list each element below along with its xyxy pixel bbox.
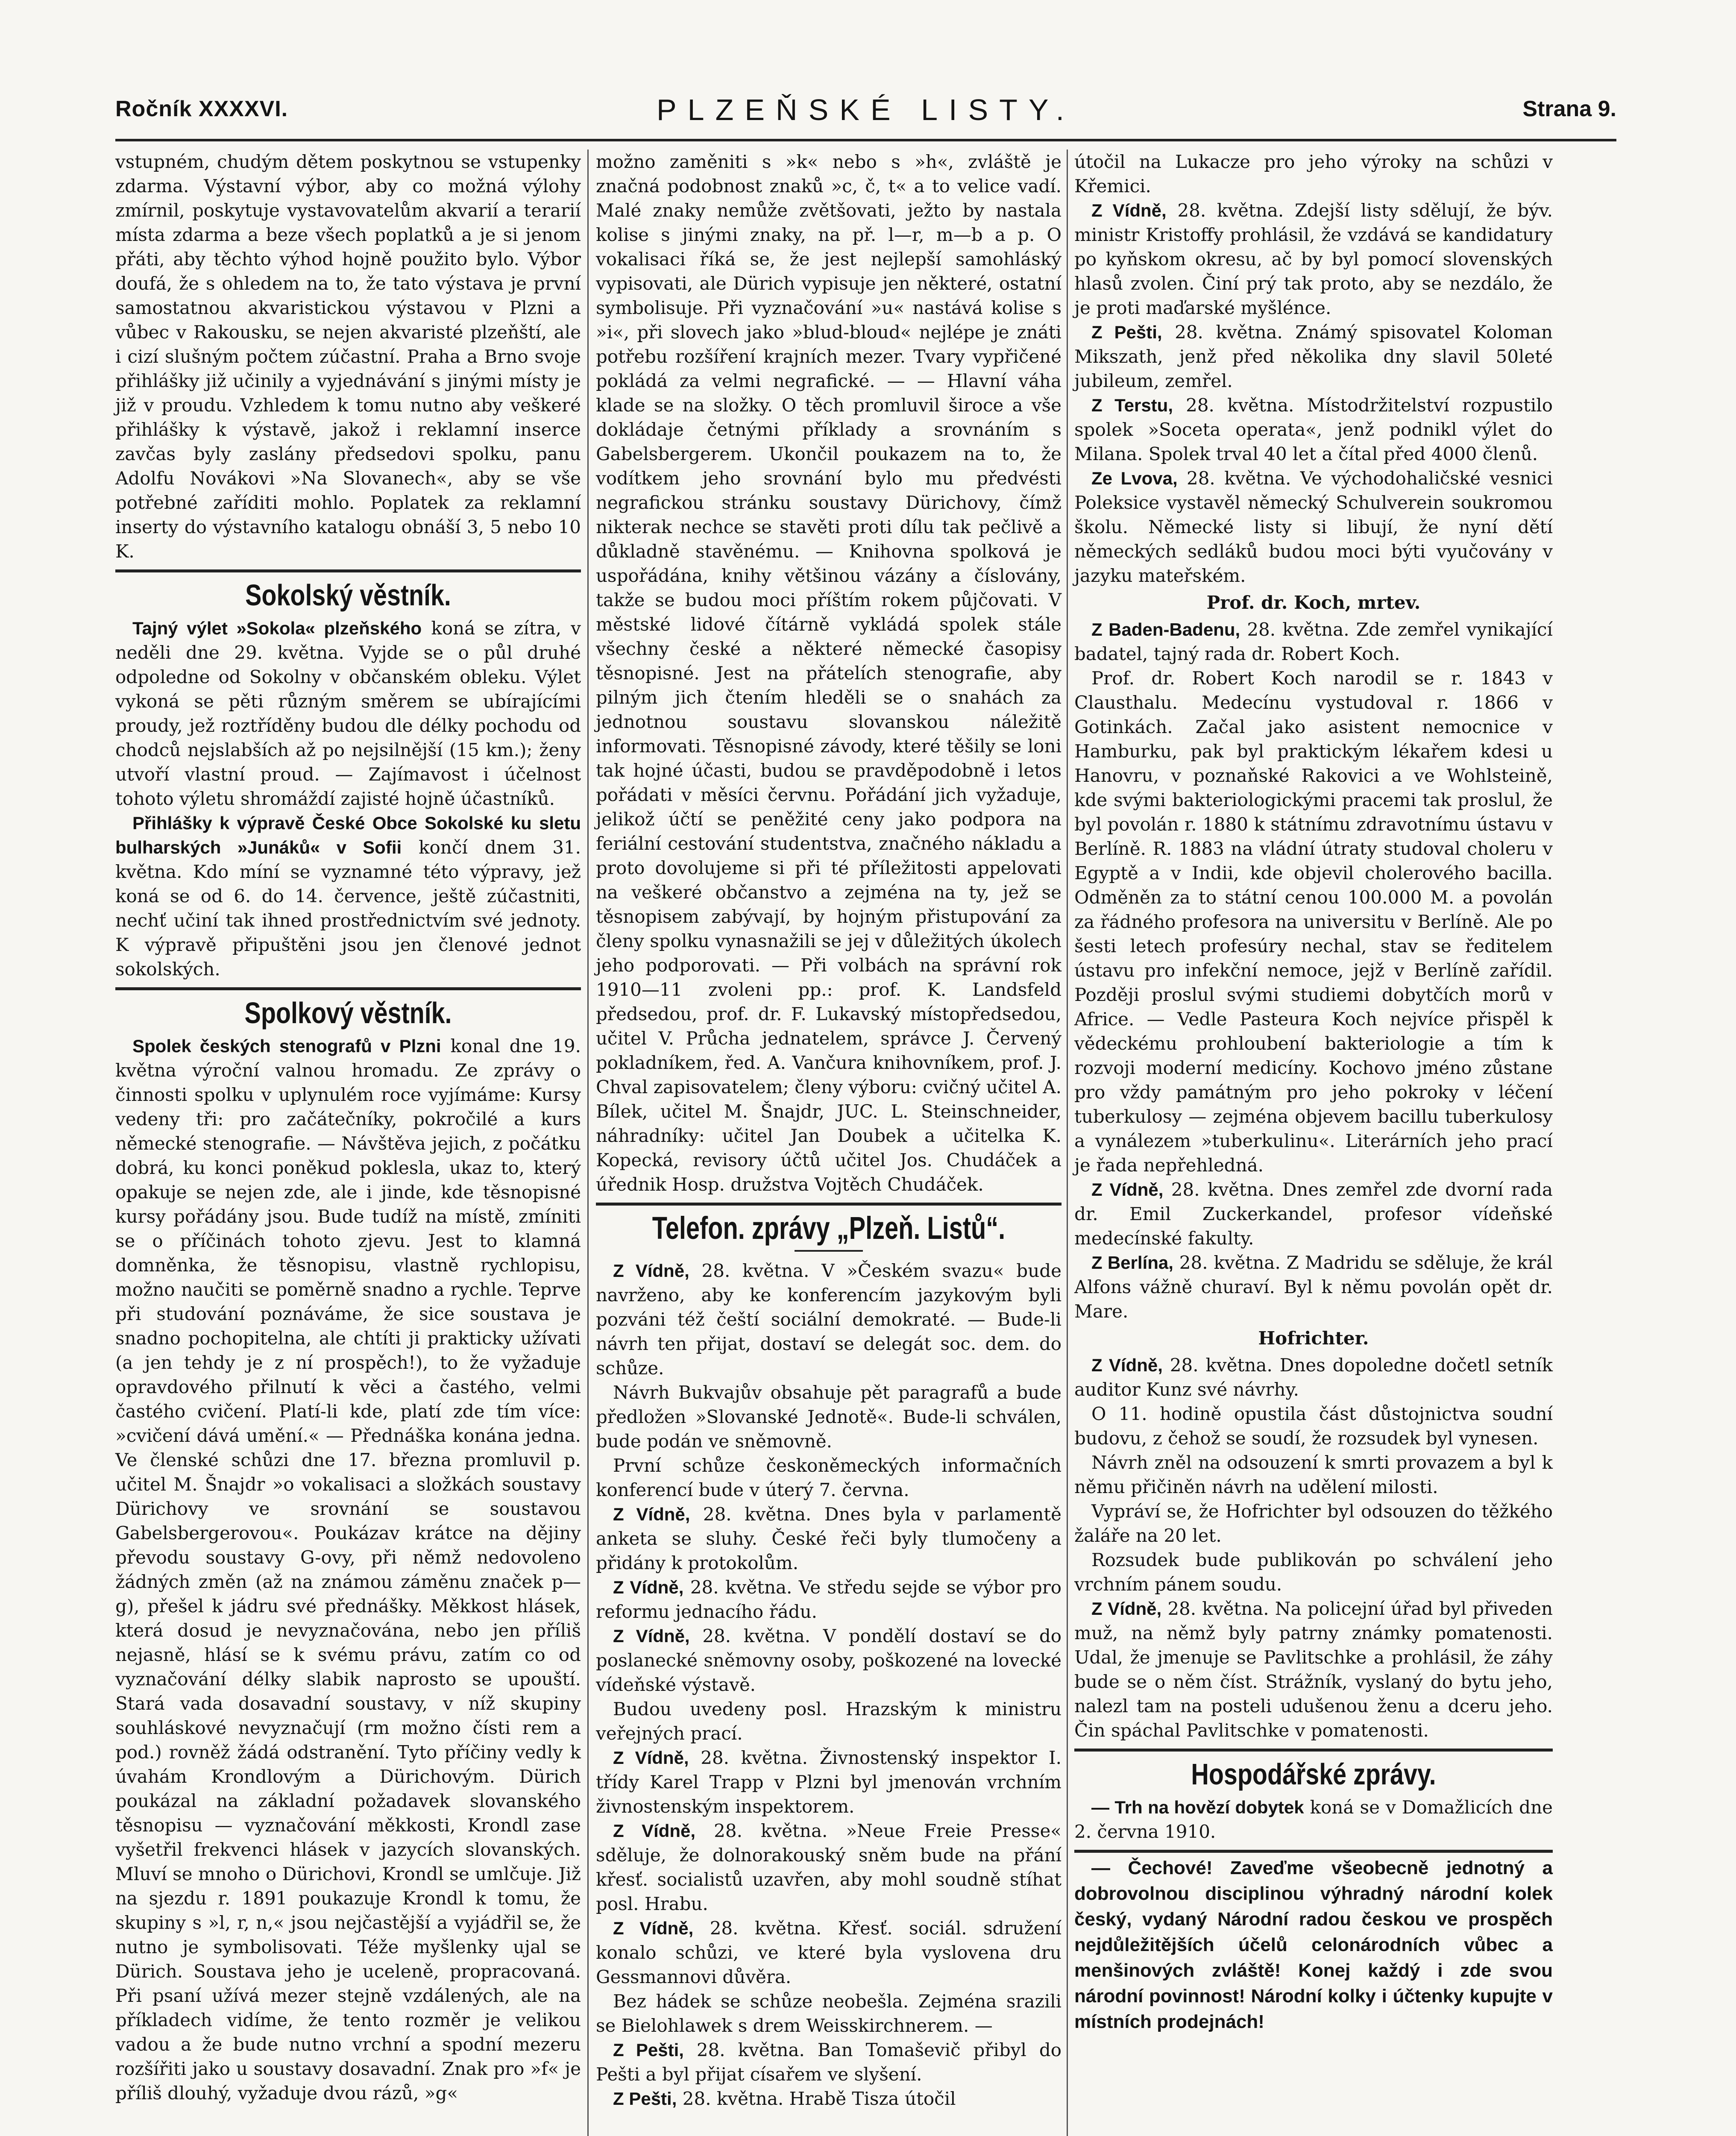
section-rule — [115, 569, 581, 572]
news-text: 28. května. Dnes zemřel zde dvorní rada dr. Emil Zuckerkandel, profesor vídeňské medecínské fakulty. — [1074, 1179, 1553, 1249]
dateline: Z Vídně, — [1091, 1179, 1164, 1200]
article-paragraph — [115, 1034, 581, 2105]
article-paragraph: vstupném, chudým dětem poskytnou se vstupenky zdarma. Výstavní výbor, aby co možná výlohy zmírnil, poskytuje vystavovatelům akvarií a terarií místa zdarma a beze všech poplatků a je si jenom přáti, aby těchto výhod hojně použito bylo. Výbor doufá, že s ohledem na to, že tato výstava je první samostatnou akvaristickou výstavou v Plzni a vůbec v Rakousku, se nejen akvaristé plzeňští, ale i cizí slušným počtem zúčastní. Praha a Brno svoje přihlášky již učinily a vyjednávání s jinými místy je již v proudu. Vzhledem k tomu nutno aby veškeré přihlášky k výstavě, jakož i reklamní inserce zavčas byly zaslány předsedovi spolku, panu Adolfu Novákovi »Na Slovanech«, aby se vše potřebné zaříditi mohlo. Poplatek za reklamní inserty do výstavního katalogu obnáší 3, 5 nebo 10 K. — [115, 151, 581, 562]
news-item — [596, 1575, 1062, 1624]
news-item: První schůze českoněmeckých informačních konferencí bude v úterý 7. června. — [596, 1455, 1062, 1500]
column-divider — [587, 150, 589, 2136]
article-lead: — Trh na hovězí dobytek — [1091, 1797, 1304, 1817]
news-text: 28. května. Místodržitelství rozpustilo spolek »Soceta operata«, jenž podnikl výlet do Milana. Spolek trval 40 let a čítal před 4000 členů. — [1074, 395, 1553, 464]
news-item — [1074, 1596, 1553, 1743]
news-item — [1074, 198, 1553, 320]
column-2 — [596, 150, 1062, 2111]
news-text: 28. května. V pondělí dostaví se do poslanecké sněmovny osoby, poškozené na lovecké vídeňské výstavě. — [596, 1625, 1062, 1695]
news-item — [596, 1259, 1062, 1380]
news-item — [1074, 1353, 1553, 1402]
news-text: 28. května. Zdejší listy sdělují, že býv. ministr Kristoffy prohlásil, že vzdává se kandidatury po kyňskom okresu, ač by byl pomocí slovenských hlasů zvolen. Činí prý tak proto, aby se nezdálo, že je proti maďarské myšlénce. — [1074, 200, 1553, 318]
news-item — [1074, 393, 1553, 466]
article-lead: Přihlášky k výpravě České Obce Sokolské ku sletu bulharských »Junáků« v Sofii — [115, 813, 581, 857]
article-lead: Tajný výlet »Sokola« plzeňského — [132, 618, 422, 638]
masthead-title: PLZEŇSKÉ LISTY. — [656, 93, 1076, 126]
section-rule — [596, 1203, 1062, 1206]
news-item — [596, 2038, 1062, 2086]
dateline: Z Vídně, — [613, 1748, 689, 1768]
news-text: 28. května. Živnostenský inspektor I. třídy Karel Trapp v Plzni byl jmenován vrchním živnostenským inspektorem. — [596, 1747, 1062, 1817]
dateline: Z Berlína, — [1091, 1253, 1173, 1273]
news-item: Vypráví se, že Hofrichter byl odsouzen do těžkého žaláře na 20 let. — [1074, 1501, 1553, 1546]
news-text: 28. května. Dnes dopoledne dočetl setník auditor Kunz své návrhy. — [1074, 1355, 1553, 1400]
news-item: útočil na Lukacze pro jeho výroky na schůzi v Křemici. — [1074, 151, 1553, 197]
dateline: Z Vídně, — [613, 1261, 689, 1281]
news-item — [1074, 1177, 1553, 1250]
news-text: koná se v Domažlicích dne 2. června 1910. — [1074, 1797, 1553, 1842]
news-text: 28. května. Ve středu sejde se výbor pro reformu jednacího řádu. — [596, 1577, 1062, 1622]
subheading-koch: Prof. dr. Koch, mrtev. — [1206, 592, 1421, 613]
section-rule — [115, 987, 581, 990]
news-text: 28. května. Ban Tomaševič přibyl do Pešti a byl přijat císařem ve slyšení. — [596, 2039, 1062, 2085]
news-text: 28. května. Hrabě Tisza útočil — [682, 2088, 956, 2109]
dateline: Z Vídně, — [1091, 1599, 1162, 1619]
section-title-sokol: Sokolský věstník. — [245, 578, 451, 612]
news-text: 28. května. Na policejní úřad byl přiveden muž, na němž byly patrny známky pomatenosti. Udal, že jmenuje se Pavlitschke a prohlásil, že záhy bude se o něm číst. Strážník, vyslaný do bytu jeho, nalezl tam na posteli udušenou ženu a dceru jeho. Čin spáchal Pavlitschke v pomatenosti. — [1074, 1598, 1553, 1741]
appeal-notice: — Čechové! Zaveďme všeobecně jednotný a dobrovolnou disciplinou výhradný národní kolek český, vydaný Národní radou českou ve prospěch nejdůležitějších účelů celonárodních vůbec a menšinových zvláště! Konej každý i zde svou národní povinnost! Národní kolky i účtenky kupujte v místních prodejnách! — [1074, 1857, 1553, 2032]
news-text: 28. května. Ve východohaličské vesnici Poleksice vystavěl německý Schulverein soukromou školu. Německé listy si libují, že nyní dětí německých sedláků budou moci býti vyučovány v jazyku mateřském. — [1074, 468, 1553, 586]
news-item — [596, 1624, 1062, 1697]
news-item — [596, 1916, 1062, 1989]
page-number: Strana 9. — [1522, 97, 1616, 121]
news-item — [1074, 1795, 1553, 1844]
news-item: Návrh Bukvajův obsahuje pět paragrafů a bude předložen »Slovanské Jednotě«. Bude-li schválen, bude podán ve sněmovně. — [596, 1382, 1062, 1452]
news-item — [596, 1746, 1062, 1819]
volume-label: Ročník XXXXVI. — [115, 97, 288, 121]
page-header — [115, 88, 1616, 141]
news-item — [1074, 320, 1553, 393]
news-item — [596, 1819, 1062, 1916]
section-rule — [1074, 1850, 1553, 1853]
news-item: Budou uvedeny posl. Hrazským k ministru veřejných prací. — [596, 1699, 1062, 1744]
dateline: Z Vídně, — [613, 1577, 684, 1597]
article-paragraph — [115, 616, 581, 811]
column-divider — [1067, 150, 1068, 2136]
article-paragraph — [115, 811, 581, 981]
article-text: konal dne 19. května výroční valnou hromadu. Ze zprávy o činnosti spolku v uplynulém roce vyjímáme: Kursy vedeny tři: pro začátečníky, pokročilé a kurs německé stenografie. — Návštěva jejich, z počátku dobrá, ku konci poněkud poklesla, ukaz to, který opakuje se nejen zde, ale i jinde, kde těsnopisné kursy pořádány jsou. Bude tudíž na místě, zmíniti se o příčinách tohoto zjevu. Jest to klamná domněnka, že těsnopisu, vlastně rychlopisu, možno naučiti se poměrně snadno a rychle. Teprve při studování poznáváme, že sice soustava je snadno pochopitelna, ale chtíti ji prakticky užívati (a jen tehdy je z ní prospěch!), to že vyžaduje opravdového přilnutí k věci a častého, velmi častého cvičení. Platí-li kde, platí zde tím více: »cvičení dává umění.« — Přednáška konána jedna. Ve členské schůzi dne 17. března promluvil p. učitel M. Šnajdr »o vokalisaci a složkách soustavy Dürichovy ve srovnání se soustavou Gabelsbergerovou«. Poukázav krátce na dějiny převodu soustavy G-ovy, při němž nedovoleno žádných změn (až na známou záměnu značek p—g), přešel k jádru své přednášky. Měkkost hlásek, která dosud je nevyznačována, nebo jen příliš nejasně, hlásí se k svému právu, zatím co od vyznačování délky slabik naprosto se upouští. Stará vada dosavadní soustavy, v níž skupiny souhláskové nevyznačují (rm možno čísti rem a pod.) rovněž žádá odstranění. Tyto příčiny vedly k úvahám Krondlovým a Dürichovým. Dürich poukázal na základní požadavek slovanského těsnopisu — vyznačování měkkosti, Krondl zase vyšetřil frekvenci hlásek v jazycích slovanských. Mluví se mnoho o Dürichovi, Krondl se umlčuje. Již na sjezdu r. 1891 poukazuje Krondl k tomu, že skupiny s »l, r, n,« jsou nejčastější a vyjádřil se, že nutno je symbolisovati. Téže myšlenky ujal se Dürich. Soustava jeho je uceleně, propracovaná. Při psaní užívá mezer stejně vzdálených, ale na příkladech vidíme, že tento rozměr je velikou vadou a že bude nutno vrchní a spodní mezeru rozšířiti jako u soustavy dosavadní. Znak pro »f« je příliš dlouhý, vyžaduje dvou rázů, »g« — [115, 1036, 581, 2104]
column-3 — [1074, 150, 1553, 2035]
dateline: Z Terstu, — [1091, 395, 1173, 415]
news-text: 28. května. Dnes byla v parlamentě anketa se sluhy. České řeči byly tlumočeny a přidány k protokolům. — [596, 1504, 1062, 1573]
section-rule — [1074, 1749, 1553, 1752]
news-item: Bez hádek se schůze neobešla. Zejména srazili se Bielohlawek s drem Weisskirchnerem. — — [596, 1991, 1062, 2036]
short-rule — [795, 1250, 863, 1252]
news-text: 28. května. Zde zemřel vynikající badatel, tajný rada dr. Robert Koch. — [1074, 619, 1553, 664]
article-lead: Spolek českých stenografů v Plzni — [132, 1036, 441, 1056]
news-item: Návrh zněl na odsouzení k smrti provazem a byl k němu přičiněn návrh na udělení milosti. — [1074, 1452, 1553, 1497]
article-text: končí dnem 31. května. Kdo míní se vyznamné této výpravy, jež koná se od 6. do 14. července, ještě zúčastniti, nechť učiní tak ihned prostřednictvím své jednoty. K výpravě připuštěni jsou jen členové jednot sokolských. — [115, 837, 581, 980]
dateline: Z Pešti, — [613, 2040, 684, 2060]
article-paragraph: možno zaměniti s »k« nebo s »h«, zvláště je značná podobnost znaků »c, č, t« a to velice vadí. Malé znaky nemůže zvětšovati, ježto by nastala kolise s jinými znaky, na př. l—r, m—b a p. O vokalisaci říká se, že jest nejlepší samohláský vypisovati, ale Dürich vypisuje jen některé, ostatní symbolisuje. Při vyznačování »u« nastává kolise s »i«, při slovech jako »blud-bloud« nejlépe je znáti potřebu rozšíření krajních mezer. Tvary vypřičené pokládá za velmi negrafické. — — Hlavní váha klade se na složky. O těch promluvil široce a vše dokládaje četnými příklady a srovnáním s Gabelsbergerem. Ukončil poukazem na to, že vodítkem jeho srovnání bylo mu předvésti negrafickou stránku soustavy Dürichovy, čímž nikterak nechce se stavěti proti dílu tak pečlivě a důkladně stavěnému. — Knihovna spolková je uspořádána, knihy většinou vázány a číslovány, takže se budou moci příštím rokem půjčovati. V městské lidové čítárně vykládá spolek stále všechny české a některé německé časopisy těsnopisné. Jest na přátelích stenografie, aby pilným jich čtením hleděli se o snahách za jednotnou soustavu slovanskou náležitě informovati. Těsnopisné závody, které těšily se loni tak hojné účasti, budou se pravděpodobně i letos pořádati v měsíci červnu. Pořádání jich vyžaduje, jelikož účtí se peněžité ceny jako podpora na feriální cestování studentstva, značného nákladu a proto dovolujeme si při té příležitosti appelovati na veškeré občanstvo a zejména na ty, jež se těsnopisem zabývají, by hojným přistupování za členy spolku vynasnažili se jej v důležitých úkolech jeho podporovati. — Při volbách na správní rok 1910—11 zvoleni pp.: prof. K. Landsfeld předsedou, prof. dr. F. Lukavský místopředsedou, učitel V. Průcha jednatelem, správce J. Červený pokladníkem, řed. A. Vančura knihovníkem, prof. J. Chval zapisovatelem; členy výboru: cvičný učitel A. Bílek, učitel M. Šnajdr, JUC. L. Steinschneider, náhradníky: učitel Jan Doubek a učitelka K. Kopecká, revisory účtů učitel Jos. Chudáček a úřednik Hosp. družstva Vojtěch Chudáček. — [596, 151, 1062, 1195]
dateline: Z Vídně, — [613, 1918, 694, 1938]
section-title-spolek: Spolkový věstník. — [244, 996, 452, 1030]
news-text: 28. května. »Neue Freie Presse« sděluje, že dolnorakouský sněm bude na přání křesť. socialistů uzavřen, aby mohl soudně stíhat posl. Hrabu. — [596, 1820, 1062, 1914]
news-text: 28. května. Z Madridu se sděluje, že král Alfons vážně churaví. Byl k němu povolán opět dr. Mare. — [1074, 1252, 1553, 1322]
column-1 — [115, 150, 581, 2105]
dateline: Z Vídně, — [613, 1821, 696, 1841]
news-text: 28. května. Známý spisovatel Koloman Mikszath, jenž před několika dny slavil 50leté jubileum, zemřel. — [1074, 322, 1553, 391]
news-item — [596, 2086, 1062, 2111]
article-text: koná se zítra, v neděli dne 29. května. Vyjde se o půl druhé odpoledne od Sokolny v občanském obleku. Výlet vykoná se pěti různým směrem se ubírajícími proudy, jež roztříděny budou dle délky pochodu od chodců nejslabších až po nejsilnější (15 km.); ženy utvoří vlastní proud. — Zajímavost i účelnost tohoto výletu shromáždí zajisté hojně účastníků. — [115, 618, 581, 809]
dateline: Z Vídně, — [1091, 1355, 1163, 1375]
dateline: Z Pešti, — [1091, 322, 1162, 342]
news-item — [1074, 1250, 1553, 1323]
news-item — [1074, 617, 1553, 666]
news-item: Prof. dr. Robert Koch narodil se r. 1843 v Clausthalu. Medecínu vystudoval r. 1866 v Gotinkách. Začal jako asistent nemocnice v Hamburku, pak byl praktickým lékařem kdesi u Hanovru, v poznaňské Rakovici a ve Wohlsteině, kde svými bakteriologickými pracemi tak proslul, že byl povolán r. 1880 k státnímu zdravotnímu ústavu v Berlíně. R. 1883 na vládní útraty studoval choleru v Egyptě a v Indii, kde objevil cholerového bacilla. Odměněn za to státní cenou 100.000 M. a povolán za řádného profesora na universitu v Berlíně. Ale po šesti letech profesúry nechal, stav se ředitelem ústavu pro infekční nemoce, jejž v Berlíně zařídil. Později proslul svými studiemi dobytčích morů v Africe. — Vedle Pasteura Koch nejvíce přispěl k vědeckému prohloubení bakteriologie a tím k rozvoji moderní medicíny. Kochovo jméno zůstane pro vždy památným pro jeho pokroky v léčení tuberkulosy — zejména objevem bacillu tuberkulosy a vynálezem »tuberkulinu«. Literárních jeho prací je řada nepřehledná. — [1074, 668, 1553, 1176]
dateline: Z Pešti, — [613, 2089, 677, 2109]
news-text: 28. května. Křesť. sociál. sdružení konalo schůzi, ve které byla vyslovena dru Gessmannovi důvěra. — [596, 1918, 1062, 1987]
dateline: Z Baden-Badenu, — [1091, 619, 1240, 640]
subheading-hofrichter: Hofrichter. — [1258, 1328, 1369, 1349]
news-item: Rozsudek bude publikován po schválení jeho vrchním pánem soudu. — [1074, 1549, 1553, 1595]
dateline: Z Vídně, — [1091, 200, 1167, 220]
news-item — [596, 1502, 1062, 1575]
news-text: 28. května. V »Českém svazu« bude navrženo, aby ke konferencím jazykovým byli pozváni též čeští sociální demokraté. — Bude-li návrh ten přijat, dostaví se delegát soc. dem. do schůze. — [596, 1260, 1062, 1379]
news-item — [1074, 466, 1553, 588]
news-item: O 11. hodině opustila část důstojnictva soudní budovu, z čehož se soudí, že rozsudek byl vynesen. — [1074, 1403, 1553, 1449]
dateline: Ze Lvova, — [1091, 468, 1178, 488]
dateline: Z Vídně, — [613, 1626, 690, 1646]
section-title-hospodarske: Hospodářské zprávy. — [1191, 1758, 1436, 1791]
dateline: Z Vídně, — [613, 1504, 690, 1524]
section-title-telefon: Telefon. zprávy „Plzeň. Listů“. — [652, 1210, 1006, 1246]
